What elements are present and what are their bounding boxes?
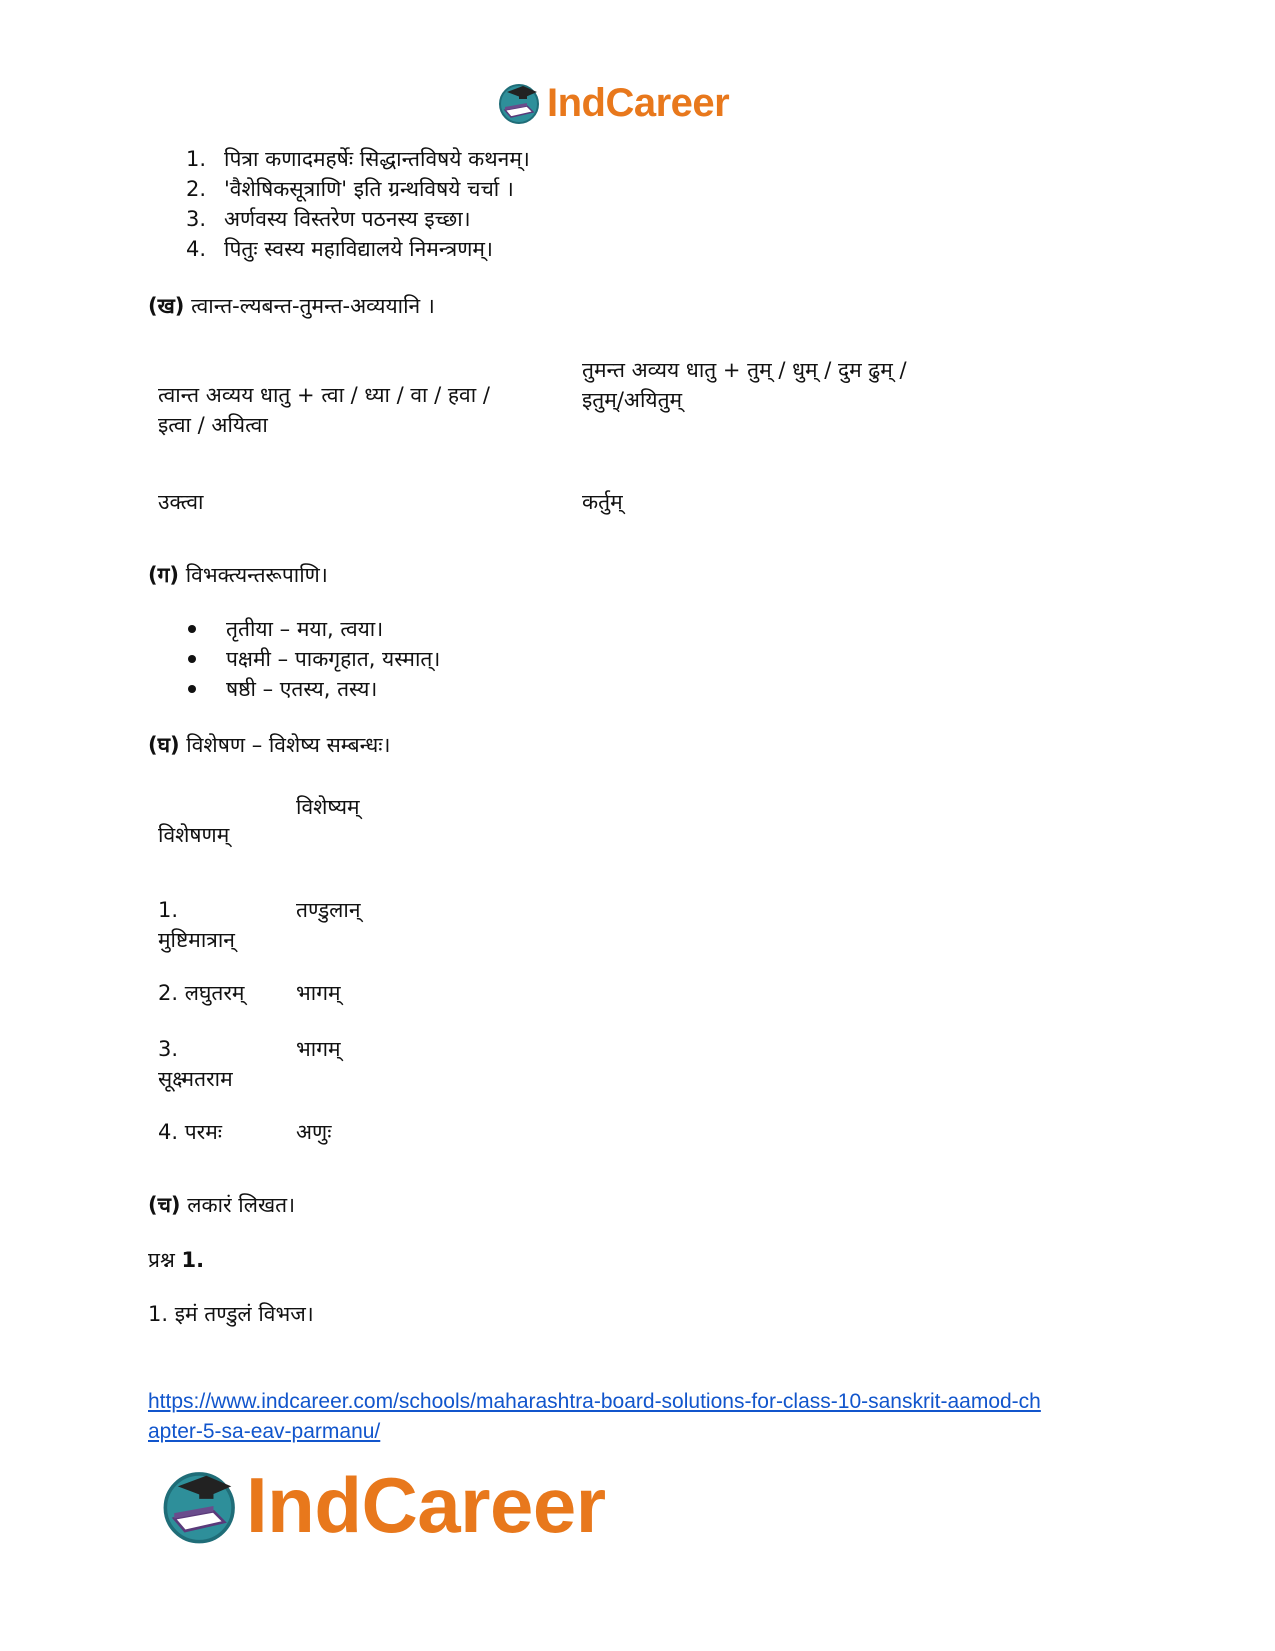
table-row: 4. परमः	[158, 1120, 223, 1144]
avyaya-col1-header: त्वान्त अव्यय धातु + त्वा / ध्या / वा / हवा / इत्वा / अयित्वा	[158, 383, 490, 437]
bullet-icon	[188, 655, 196, 663]
globe-book-icon	[497, 80, 543, 126]
section-heading-kha: (ख) त्वान्त-ल्यबन्त-तुमन्त-अव्ययानि ।	[148, 294, 435, 318]
header-logo-text: IndCareer	[547, 80, 730, 125]
table-row: 3. सूक्ष्मतराम	[158, 1037, 233, 1091]
bullet-list	[180, 614, 440, 704]
bullet-icon	[188, 685, 196, 693]
section-heading-gha: (घ) विशेषण – विशेष्य सम्बन्धः।	[148, 733, 391, 757]
question-label: प्रश्न 1.	[148, 1248, 205, 1272]
section-heading-ga: (ग) विभक्त्यन्तरूपाणि।	[148, 563, 328, 587]
header-logo	[497, 80, 729, 126]
list-item: षष्ठी – एतस्य, तस्य।	[180, 674, 440, 704]
avyaya-col1-value: उक्त्वा	[158, 490, 204, 514]
list-item: तृतीया – मया, त्वया।	[180, 614, 440, 644]
visheshan-header-col1: विशेषणम्	[158, 823, 230, 847]
source-link[interactable]: https://www.indcareer.com/schools/maharashtra-board-solutions-for-class-10-sanskrit-aamod-ch apter-5-sa-eav-parmanu/	[148, 1390, 1041, 1443]
visheshan-header-col2: विशेष्यम्	[296, 795, 360, 819]
question-item: 1. इमं तण्डुलं विभज।	[148, 1302, 314, 1326]
list-item: 4. पितुः स्वस्य महाविद्यालये निमन्त्रणम्।	[186, 237, 493, 261]
list-item: 2. 'वैशेषिकसूत्राणि' इति ग्रन्थविषये चर्चा ।	[186, 177, 514, 201]
table-cell: भागम्	[296, 1037, 341, 1061]
table-cell: अणुः	[296, 1120, 332, 1144]
numbered-list	[186, 144, 530, 264]
globe-book-icon	[160, 1465, 242, 1547]
list-item: पक्षमी – पाकगृहात, यस्मात्।	[180, 644, 440, 674]
avyaya-col2-value: कर्तुम्	[582, 490, 623, 514]
avyaya-col2-header: तुमन्त अव्यय धातु + तुम् / धुम् / दुम ढुम् / इतुम्/अयितुम्	[582, 358, 907, 412]
table-row: 2. लघुतरम्	[158, 981, 245, 1005]
bullet-icon	[188, 625, 196, 633]
section-heading-cha: (च) लकारं लिखत।	[148, 1193, 296, 1217]
footer-logo	[160, 1460, 606, 1551]
table-row: 1. मुष्टिमात्रान्	[158, 898, 235, 952]
list-item: 1. पित्रा कणादमहर्षेः सिद्धान्तविषये कथनम्।	[186, 147, 530, 171]
list-item: 3. अर्णवस्य विस्तरेण पठनस्य इच्छा।	[186, 207, 471, 231]
footer-logo-text: IndCareer	[246, 1461, 606, 1549]
table-cell: तण्डुलान्	[296, 898, 361, 922]
table-cell: भागम्	[296, 981, 341, 1005]
